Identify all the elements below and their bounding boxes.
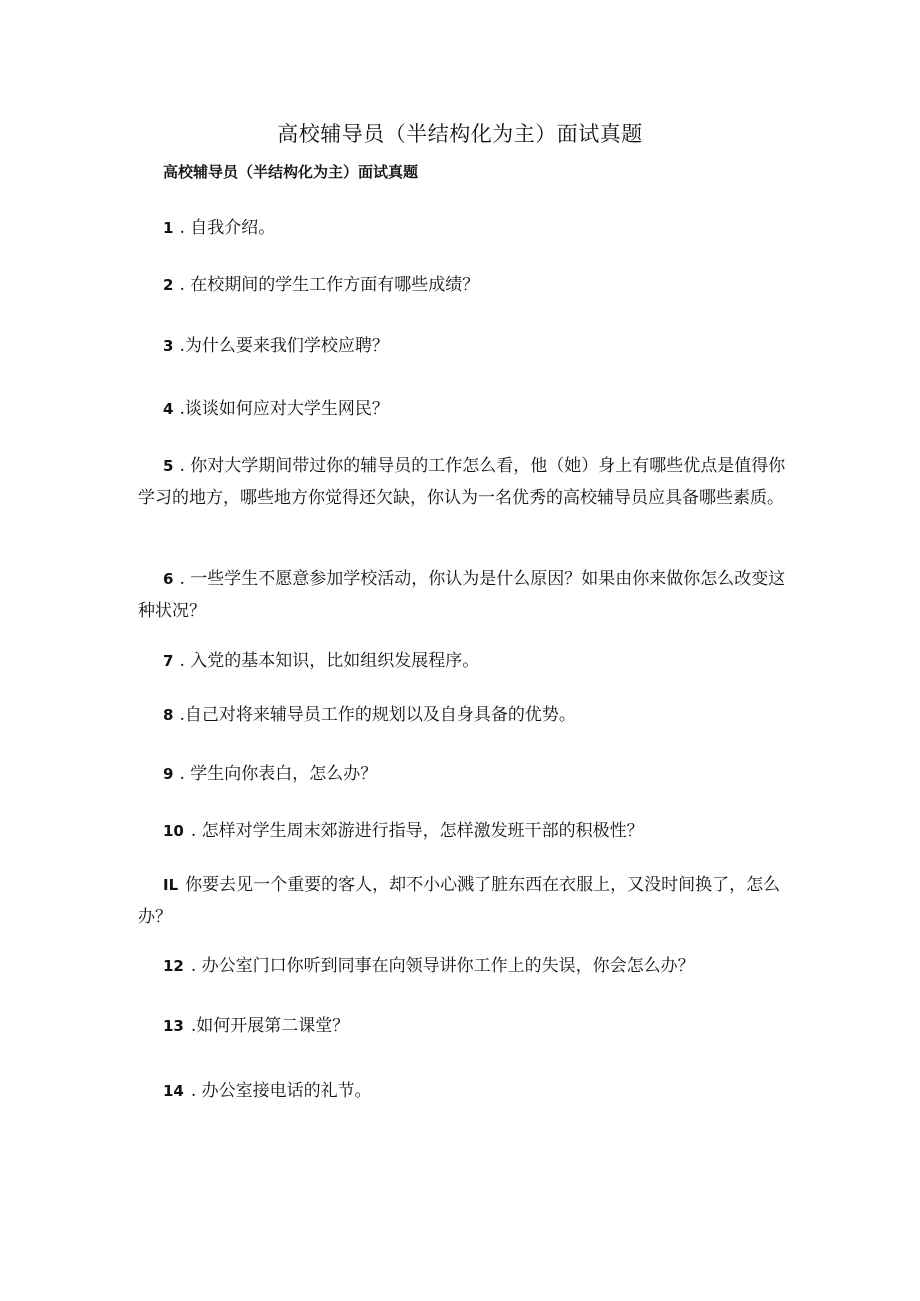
question-text: . 自我介绍。: [179, 218, 276, 238]
question-number: 1: [163, 219, 174, 237]
question-number: 6: [163, 570, 174, 588]
question-item: [138, 450, 788, 514]
question-text: .如何开展第二课堂？: [190, 1016, 350, 1036]
question-text: . 学生向你表白，怎么办？: [179, 764, 378, 784]
question-item: [138, 950, 788, 982]
question-number: 10: [163, 822, 184, 840]
question-text: . 一些学生不愿意参加学校活动，你认为是什么原因？如果由你来做你怎么改变这种状况？: [138, 569, 786, 621]
question-text: .谈谈如何应对大学生网民？: [179, 399, 389, 419]
question-item: [138, 1010, 788, 1042]
question-item: [138, 815, 788, 847]
question-number: 3: [163, 337, 174, 355]
question-number: 2: [163, 276, 174, 294]
question-text: . 办公室接电话的礼节。: [190, 1081, 372, 1101]
document-title: 高校辅导员（半结构化为主）面试真题: [277, 122, 643, 146]
question-item: [138, 1075, 788, 1107]
question-text: . 在校期间的学生工作方面有哪些成绩？: [179, 275, 480, 295]
question-item: [138, 758, 788, 790]
question-text: . 入党的基本知识，比如组织发展程序。: [179, 651, 480, 671]
question-text: 你要去见一个重要的客人，却不小心溅了脏东西在衣服上，又没时间换了，怎么办？: [138, 875, 781, 927]
question-item: [138, 212, 788, 244]
question-item: [138, 699, 788, 731]
question-item: [138, 330, 788, 362]
question-number: 9: [163, 765, 174, 783]
question-number: 5: [163, 457, 174, 475]
question-number: 14: [163, 1082, 184, 1100]
question-item: [138, 393, 788, 425]
document-subtitle: 高校辅导员（半结构化为主）面试真题: [163, 163, 419, 181]
question-text: . 你对大学期间带过你的辅导员的工作怎么看，他（她）身上有哪些优点是值得你学习的地方，哪些地方你觉得还欠缺，你认为一名优秀的高校辅导员应具备哪些素质。: [138, 456, 786, 508]
question-number: 7: [163, 652, 174, 670]
question-text: . 办公室门口你听到同事在向领导讲你工作上的失误，你会怎么办？: [190, 956, 695, 976]
question-item: [138, 869, 788, 933]
question-text: .自己对将来辅导员工作的规划以及自身具备的优势。: [179, 705, 576, 725]
question-number: 8: [163, 706, 174, 724]
question-number: 13: [163, 1017, 184, 1035]
question-number: 4: [163, 400, 174, 418]
question-item: [138, 645, 788, 677]
question-number: 12: [163, 957, 184, 975]
question-text: .为什么要来我们学校应聘？: [179, 336, 389, 356]
question-item: [138, 269, 788, 301]
question-text: . 怎样对学生周末郊游进行指导，怎样激发班干部的积极性？: [190, 821, 644, 841]
question-number: IL: [163, 876, 179, 894]
question-item: [138, 563, 788, 627]
